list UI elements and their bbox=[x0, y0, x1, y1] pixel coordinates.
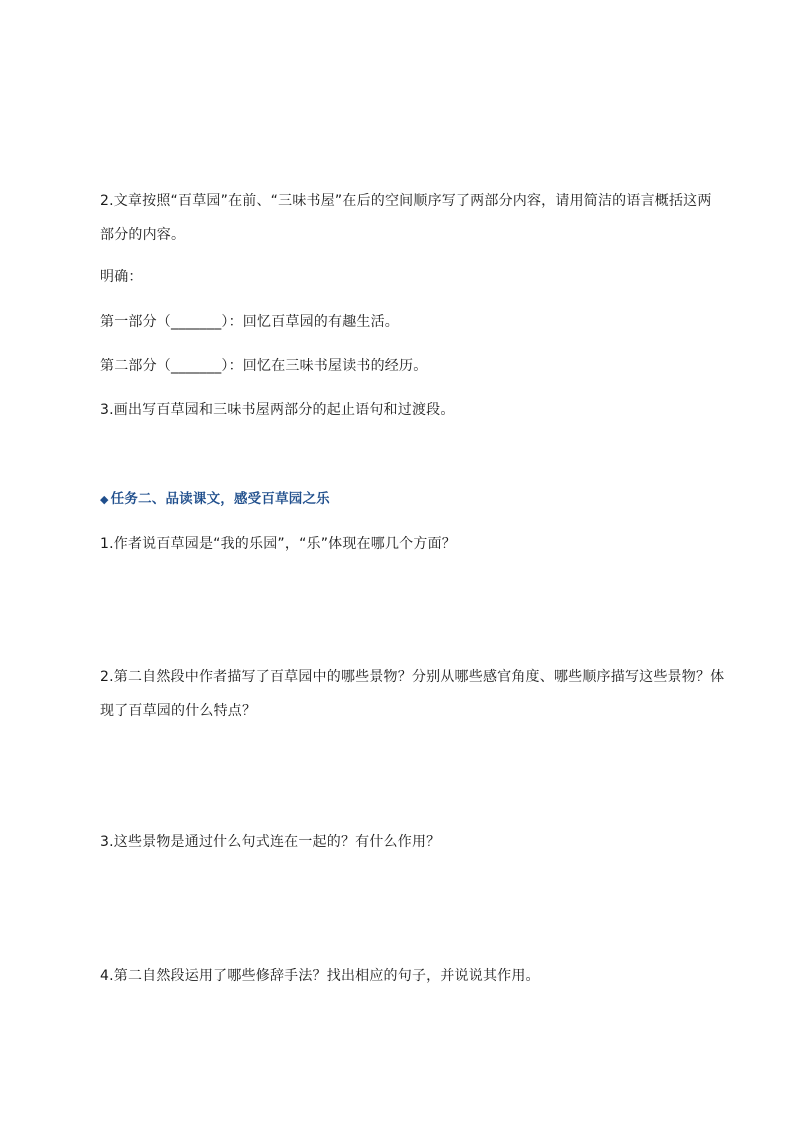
task-2-heading-text: 任务二、品读课文，感受百草园之乐 bbox=[110, 491, 330, 507]
task-2-question-2-line-2: 现了百草园的什么特点？ bbox=[100, 703, 257, 719]
question-3: 3.画出写百草园和三味书屋两部分的起止语句和过渡段。 bbox=[100, 402, 455, 418]
question-2-line-2: 部分的内容。 bbox=[100, 227, 186, 243]
task-2-question-4: 4.第二自然段运用了哪些修辞手法？找出相应的句子，并说说其作用。 bbox=[100, 968, 540, 984]
clarify-label: 明确： bbox=[100, 269, 143, 285]
task-2-heading bbox=[100, 490, 330, 509]
diamond-icon: ◆ bbox=[100, 493, 109, 506]
question-2-line-1: 2.文章按照“百草园”在前、“三味书屋”在后的空间顺序写了两部分内容，请用简洁的语言概括这两 bbox=[100, 193, 712, 209]
part-2-summary: 第二部分（_______）：回忆在三味书屋读书的经历。 bbox=[100, 358, 428, 374]
task-2-question-3: 3.这些景物是通过什么句式连在一起的？有什么作用？ bbox=[100, 834, 441, 850]
task-2-question-2-line-1: 2.第二自然段中作者描写了百草园中的哪些景物？分别从哪些感官角度、哪些顺序描写这些景物？体 bbox=[100, 669, 725, 685]
part-1-summary: 第一部分（_______）：回忆百草园的有趣生活。 bbox=[100, 314, 399, 330]
task-2-question-1: 1.作者说百草园是“我的乐园”，“乐”体现在哪几个方面？ bbox=[100, 536, 456, 552]
